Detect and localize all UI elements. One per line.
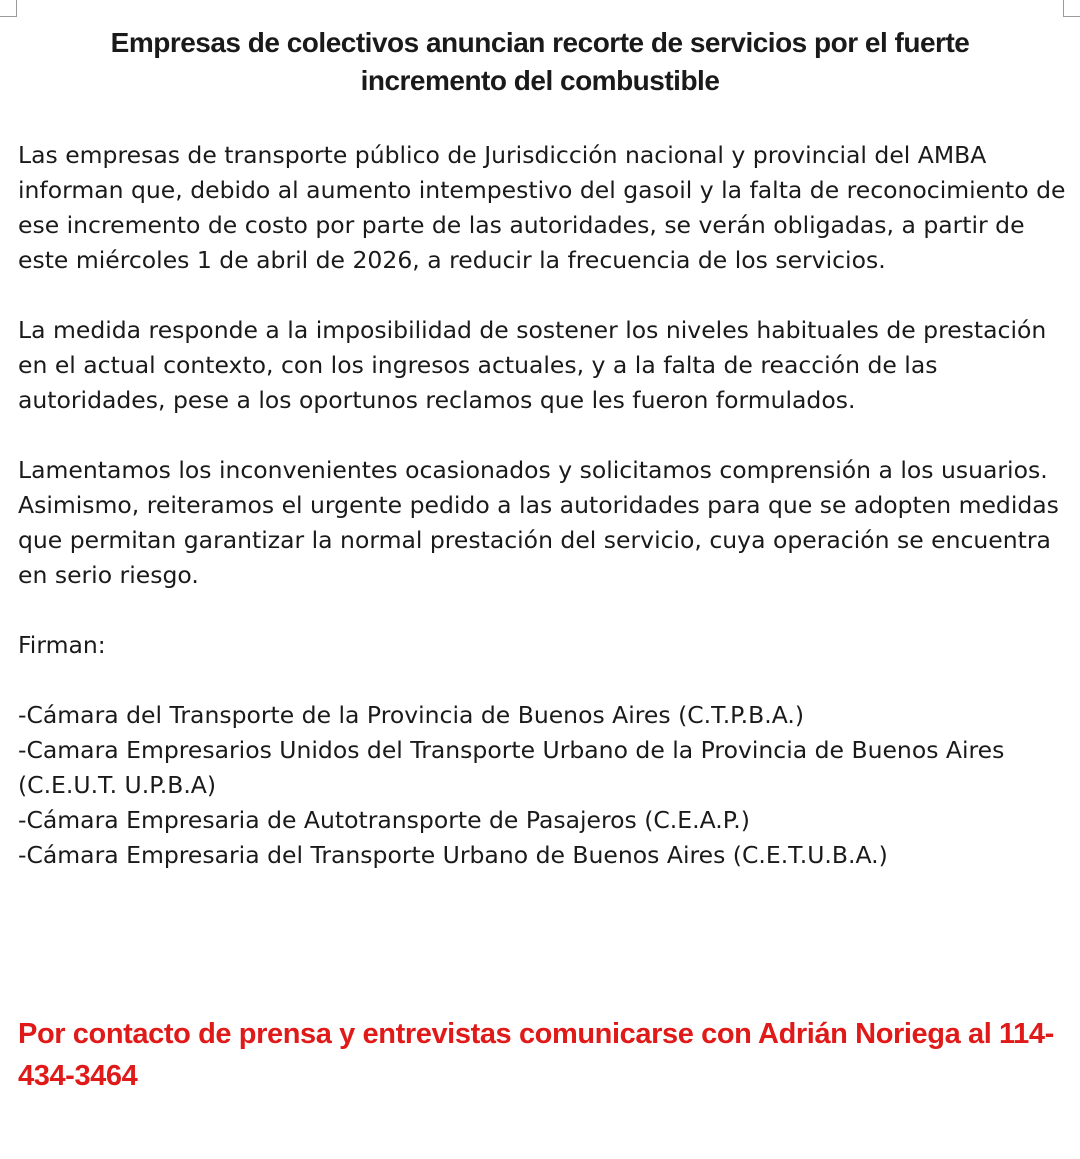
page-title xyxy=(20,24,1060,100)
title-line-2: incremento del combustible xyxy=(360,65,720,96)
paragraph-apology: Lamentamos los inconvenientes ocasionados y solicitamos comprensión a los usuarios. Asimismo, reiteramos el urgente pedido a las autoridades para que se adopten medidas que permitan garantizar la normal prestación del servicio, cuya operación se encuentra en serio riesgo. xyxy=(18,456,1059,589)
signatory-item: -Cámara Empresaria del Transporte Urbano de Buenos Aires (C.E.T.U.B.A.) xyxy=(18,841,888,869)
document-body xyxy=(18,138,1068,873)
title-line-1: Empresas de colectivos anuncian recorte de servicios por el fuerte xyxy=(110,27,970,58)
page-corner-mark-right xyxy=(1063,0,1080,17)
signatory-item: -Cámara Empresaria de Autotransporte de Pasajeros (C.E.A.P.) xyxy=(18,806,750,834)
signatory-item: -Camara Empresarios Unidos del Transporte Urbano de la Provincia de Buenos Aires (C.E.U.T. U.P.B.A) xyxy=(18,736,1005,799)
paragraph-announcement: Las empresas de transporte público de Jurisdicción nacional y provincial del AMBA informan que, debido al aumento intempestivo del gasoil y la falta de reconocimiento de ese incremento de costo por parte de las autoridades, se verán obligadas, a partir de este miércoles 1 de abril de 2026, a reducir la frecuencia de los servicios. xyxy=(18,141,1066,274)
signatories-list xyxy=(18,698,1068,873)
press-contact: Por contacto de prensa y entrevistas comunicarse con Adrián Noriega al 114-434-3464 xyxy=(18,1018,1054,1092)
signatory-item: -Cámara del Transporte de la Provincia de Buenos Aires (C.T.P.B.A.) xyxy=(18,701,805,729)
paragraph-reason: La medida responde a la imposibilidad de sostener los niveles habituales de prestación en el actual contexto, con los ingresos actuales, y a la falta de reacción de las autoridades, pese a los oportunos reclamos que les fueron formulados. xyxy=(18,316,1047,414)
signatories-label: Firman: xyxy=(18,631,106,659)
page-corner-mark-left xyxy=(0,0,17,17)
